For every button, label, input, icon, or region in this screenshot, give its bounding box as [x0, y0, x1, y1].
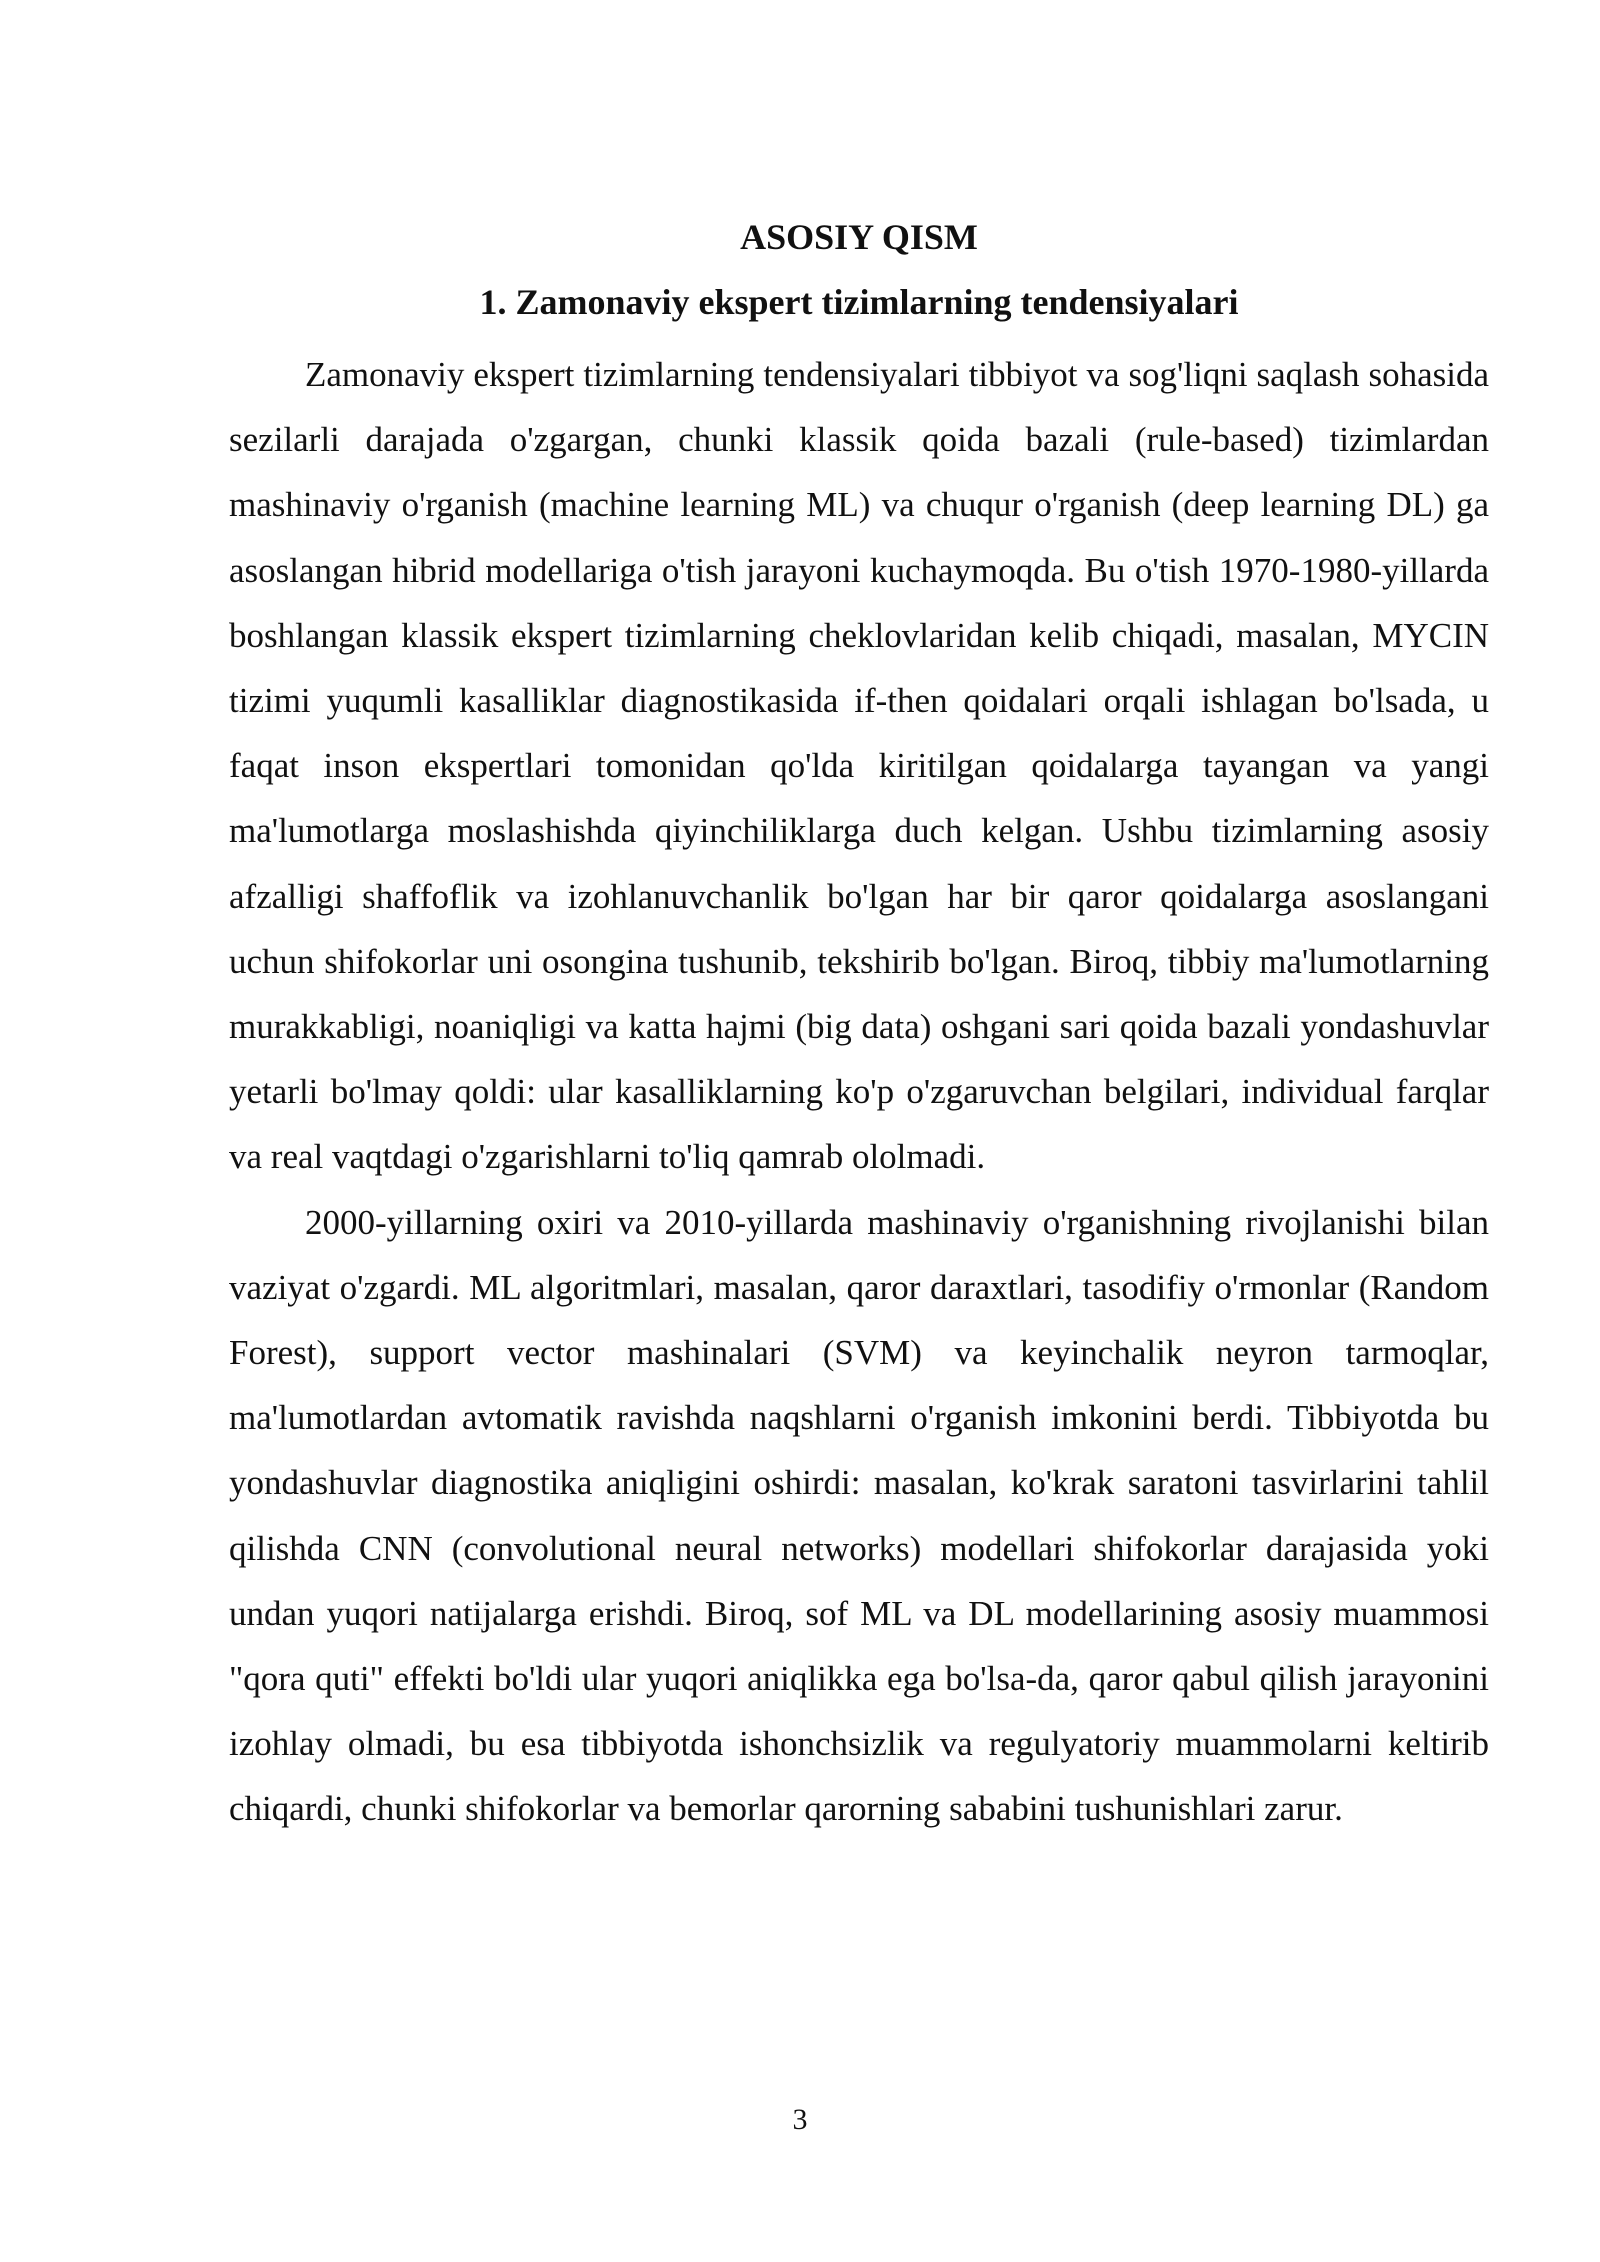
main-heading: ASOSIY QISM	[740, 217, 978, 257]
page-content	[229, 212, 1489, 1842]
paragraph-1: Zamonaviy ekspert tizimlarning tendensiyalari tibbiyot va sog'liqni saqlash sohasida sezilarli darajada o'zgargan, chunki klassik qoida bazali (rule-based) tizimlardan mashinaviy o'rganish (machine learning ML) va chuqur o'rganish (deep learning DL) ga asoslangan hibrid modellariga o'tish jarayoni kuchaymoqda. Bu o'tish 1970-1980-yillarda boshlangan klassik ekspert tizimlarning cheklovlaridan kelib chiqadi, masalan, MYCIN tizimi yuqumli kasalliklar diagnostikasida if-then qoidalari orqali ishlagan bo'lsada, u faqat inson ekspertlari tomonidan qo'lda kiritilgan qoidalarga tayangan va yangi ma'lumotlarga moslashishda qiyinchiliklarga duch kelgan. Ushbu tizimlarning asosiy afzalligi shaffoflik va izohlanuvchanlik bo'lgan har bir qaror qoidalarga asoslangani uchun shifokorlar uni osongina tushunib, tekshirib bo'lgan. Biroq, tibbiy ma'lumotlarning murakkabligi, noaniqligi va katta hajmi (big data) oshgani sari qoida bazali yondashuvlar yetarli bo'lmay qoldi: ular kasalliklarning ko'p o'zgaruvchan belgilari, individual farqlar va real vaqtdagi o'zgarishlarni to'liq qamrab ololmadi.	[229, 355, 1489, 1177]
page-number: 3	[792, 2103, 808, 2136]
paragraph-2: 2000-yillarning oxiri va 2010-yillarda mashinaviy o'rganishning rivojlanishi bilan vaziyat o'zgardi. ML algoritmlari, masalan, qaror daraxtlari, tasodifiy o'rmonlar (Random Forest), support vector mashinalari (SVM) va keyinchalik neyron tarmoqlar, ma'lumotlardan avtomatik ravishda naqshlarni o'rganish imkonini berdi. Tibbiyotda bu yondashuvlar diagnostika aniqligini oshirdi: masalan, ko'krak saratoni tasvirlarini tahlil qilishda CNN (convolutional neural networks) modellari shifokorlar darajasida yoki undan yuqori natijalarga erishdi. Biroq, sof ML va DL modellarining asosiy muammosi "qora quti" effekti bo'ldi ular yuqori aniqlikka ega bo'lsa-da, qaror qabul qilish jarayonini izohlay olmadi, bu esa tibbiyotda ishonchsizlik va regulyatoriy muammolarni keltirib chiqardi, chunki shifokorlar va bemorlar qarorning sababini tushunishlari zarur.	[229, 1202, 1489, 1829]
section-title: 1. Zamonaviy ekspert tizimlarning tendensiyalari	[479, 282, 1239, 322]
